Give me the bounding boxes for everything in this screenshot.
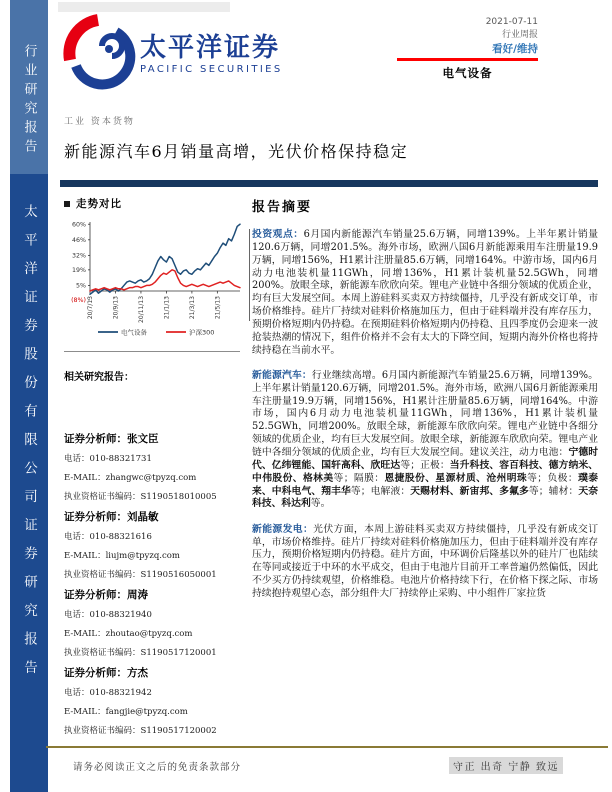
nev-text-part: 等；隔膜： [333,472,385,484]
license-value: S1190517120001 [140,648,217,658]
nev-stocks-anode: 璞泰来、中科电气、翔丰华 [252,472,599,497]
phone-value: 010-88321731 [89,454,152,464]
email-label: E-MAIL： [64,551,106,561]
nev-text-part: 等；辅材： [528,485,579,497]
analyst-name-line [64,431,242,446]
license-label: 执业资格证书编码： [64,726,141,736]
analyst-name: 刘晶敏 [127,511,159,523]
left-rail [10,0,48,792]
footer-motto: 守正 出奇 宁静 致远 [449,757,563,774]
analyst-label: 证券分析师： [64,511,127,523]
analyst-label: 证券分析师： [64,667,127,679]
phone-value: 010-88321616 [89,532,152,542]
title-divider-bar [60,180,598,187]
analyst-license-line [64,646,242,658]
analyst-email-line [64,627,242,639]
column-divider [249,229,250,321]
summary-heading: 报告摘要 [252,200,313,215]
analyst-name: 方杰 [127,667,148,679]
nev-text-part: 等；电解液： [350,485,411,497]
svg-text:沪深300: 沪深300 [189,328,215,337]
rail-bottom-segment [10,174,48,792]
svg-text:(8%): (8%) [71,297,86,305]
square-bullet-icon [64,201,70,207]
license-value: S1190518010005 [140,492,217,502]
paragraph-new-energy-vehicles [252,370,598,511]
analyst-email-line [64,705,242,717]
header-meta [397,16,538,81]
rail-top-segment [10,0,48,174]
footer-disclaimer: 请务必阅读正文之后的免责条款部分 [73,762,242,773]
analyst-license-line [64,724,242,736]
nev-stocks-separator: 恩捷股份、星源材质、沧州明珠 [384,472,528,484]
trend-chart-wrap [64,219,242,345]
analyst-license-line [64,568,242,580]
sector-name: 电气设备 [442,66,493,80]
phone-label: 电话： [64,532,90,542]
svg-text:20/7/13: 20/7/13 [87,295,95,320]
investment-view-label: 投资观点： [252,229,304,240]
license-label: 执业资格证书编码： [64,492,141,502]
svg-text:21/5/13: 21/5/13 [214,295,222,320]
brand-name-cn: 太平洋证券 [140,32,281,63]
analyst-name-line [64,509,242,524]
nev-text-part: 等。 [310,498,331,510]
svg-text:21/1/13: 21/1/13 [163,295,171,320]
top-strip [58,2,230,12]
email-label: E-MAIL： [64,707,106,717]
analyst-card [64,431,242,502]
analyst-label: 证券分析师： [64,589,127,601]
industry-breadcrumb: 工业 资本货物 [64,117,135,127]
svg-text:电气设备: 电气设备 [121,328,147,337]
brand-name-en: PACIFIC SECURITIES [140,63,283,75]
nev-stocks-electrolyte: 天赐材料、新宙邦、多氟多 [410,485,529,497]
report-type: 行业周报 [501,30,538,40]
svg-text:19%: 19% [72,267,86,275]
analyst-phone-line [64,452,242,464]
rail-bottom-label: 太平洋证券股份有限公司证券研究报告 [21,204,37,689]
email-value: fangjie@tpyzq.com [105,707,188,717]
analyst-card [64,509,242,580]
rating-value: 看好/维持 [492,43,538,55]
report-title: 新能源汽车6月销量高增，光伏价格保持稳定 [64,142,409,161]
nev-text-part: 等；正极： [400,459,450,471]
analyst-phone-line [64,530,242,542]
svg-text:21/3/13: 21/3/13 [189,295,197,320]
analyst-phone-line [64,686,242,698]
nev-text-part: 行业继续高增。6月国内新能源汽车销量25.6万辆，同增139%。上半年累计销量120.6万辆，同增201.5%。海外市场，欧洲八国6月新能源乘用车注册量19.9万辆，同增156%，H1累计注册量85.6万辆，同增164%。中游市场，国内6月动力电池装机量11GWh，同增136%，H1累计装机量52.5GWh，同增200%。放眼全球，新能源车欣欣向荣。锂电产业链中各细分领域的优质企业，均有巨大发展空间。放眼全球，新能源车欣欣向荣。锂电产业链中各细分领域的优质企业，均有巨大发展空间。建议关注，动力电池： [252,369,599,458]
svg-text:20/11/13: 20/11/13 [138,295,146,323]
left-column [64,196,242,743]
svg-text:60%: 60% [72,221,86,229]
rail-top-label: 行业研究报告 [21,44,37,158]
trend-heading-label: 走势对比 [76,198,122,210]
analyst-name: 张文臣 [127,433,159,445]
license-label: 执业资格证书编码： [64,570,141,580]
svg-text:46%: 46% [72,237,86,245]
nev-label: 新能源汽车： [252,369,312,381]
license-label: 执业资格证书编码： [64,648,141,658]
phone-value: 010-88321940 [89,610,152,620]
nev-stocks-auxiliary: 天奈科技、科达利 [252,485,599,510]
analyst-card [64,587,242,658]
paragraph-investment-view [252,229,598,357]
phone-label: 电话： [64,610,90,620]
pacific-logo-icon [62,14,136,94]
nev-stocks-cathode: 当升科技、容百科技、德方纳米、中伟股份、格林美 [252,459,599,484]
analyst-card [64,665,242,736]
analyst-license-line [64,490,242,502]
rating-underline [397,58,538,61]
summary-column [252,196,598,613]
chart-divider [64,351,240,352]
email-label: E-MAIL： [64,629,106,639]
phone-label: 电话： [64,688,90,698]
svg-text:32%: 32% [72,252,86,260]
brand-text [140,34,283,75]
power-label: 新能源发电： [252,523,314,535]
investment-view-text: 6月国内新能源汽车销量25.6万辆，同增139%。上半年累计销量120.6万辆，同增201.5%。海外市场，欧洲八国6月新能源乘用车注册量19.9万辆，同增156%，H1累计注册量85.6万辆，同增164%。中游市场，国内6月动力电池装机量11GWh，同增136%，H1累计装机量52.5GWh，同增200%。放眼全球，新能源车欣欣向荣。锂电产业链中各细分领域的优质企业，均有巨大发展空间。本周上游硅料买卖双方持续僵持，几乎没有新成交订单，市场价格维持。硅片厂持续对硅料价格施加压力，但由于硅料端并没有库存压力，预期价格短期内仍持稳。在预期硅料价格短期内仍持稳、且四季度仍会迎来一波抢装热潮的情况下，组件价格并不会有太大的下降空间，短期内海外价格也将持续持稳在当前水平。 [252,229,598,356]
brand-block [62,14,283,94]
license-value: S1190517120002 [140,726,217,736]
analyst-email-line [64,471,242,483]
svg-text:5%: 5% [76,282,86,290]
analyst-name-line [64,587,242,602]
email-label: E-MAIL： [64,473,106,483]
related-reports-heading: 相关研究报告： [64,372,134,383]
trend-header [64,196,242,211]
email-value: liujm@tpyzq.com [105,551,180,561]
license-value: S1190516050001 [140,570,217,580]
email-value: zhangwc@tpyzq.com [105,473,197,483]
analyst-name: 周涛 [127,589,148,601]
trend-line-chart [64,219,246,341]
power-text: 光伏方面，本周上游硅料买卖双方持续僵持，几乎没有新成交订单，市场价格维持。硅片厂持续对硅料价格施加压力，但由于硅料端并没有库存压力，预期价格短期内仍持稳。硅片方面，中环调价后隆基以外的硅片厂也陆续在等同或接近于中环的水平成交，但由于电池片目前开工率普遍仍然偏低，因此不少买方仍持续观望，价格维稳。电池片价格持续下行，在价格下探之际、市场持续抱持观望心态，部分组件大厂持续停止采购、中小组件厂家拉货 [252,523,599,599]
nev-text-part: 等；负极： [527,472,579,484]
footer-rule [46,746,608,748]
nev-stocks-battery: 宁德时代、亿纬锂能、国轩高科、欣旺达 [252,447,599,471]
phone-label: 电话： [64,454,90,464]
email-value: zhoutao@tpyzq.com [105,629,193,639]
analyst-label: 证券分析师： [64,433,127,445]
report-date: 2021-07-11 [485,17,538,27]
analyst-phone-line [64,608,242,620]
analyst-name-line [64,665,242,680]
svg-text:20/9/13: 20/9/13 [112,295,120,320]
paragraph-new-energy-power [252,524,598,601]
phone-value: 010-88321942 [89,688,152,698]
analyst-email-line [64,549,242,561]
